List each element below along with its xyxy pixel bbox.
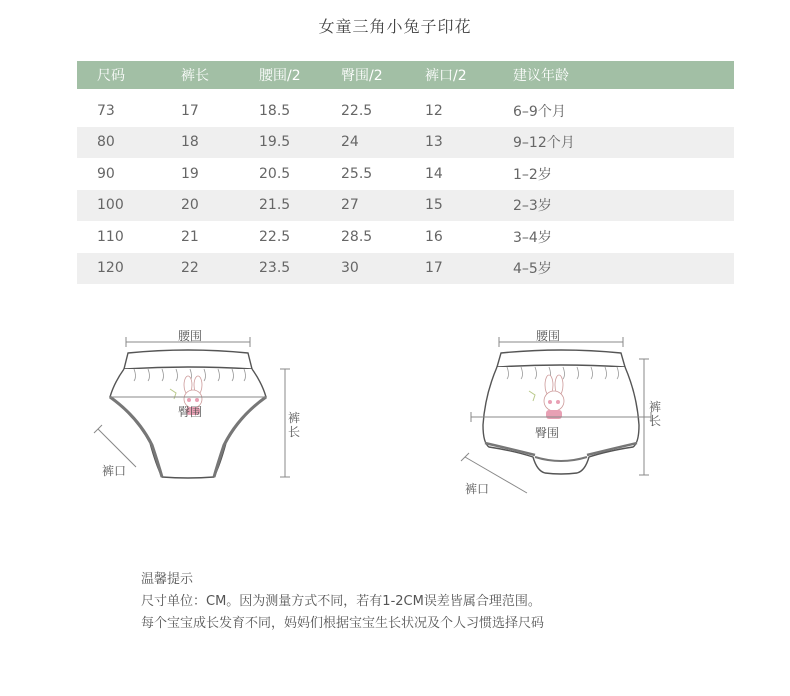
waist-label: 腰围 [178,329,203,343]
col-header-leg: 裤口/2 [425,61,513,89]
table-row [77,158,734,190]
cell-size: 110 [97,228,124,245]
cell-hip: 27 [341,190,425,222]
cell-waist: 19.5 [259,127,341,159]
cell-waist: 20.5 [259,165,291,182]
cell-length: 19 [181,165,199,182]
cell-waist: 22.5 [259,228,291,245]
cell-age: 2–3岁 [513,190,734,222]
cell-age: 4–5岁 [513,253,734,285]
boxer-illustration [455,325,670,500]
col-header-age: 建议年龄 [513,61,734,89]
cell-length: 20 [181,190,259,222]
cell-leg: 12 [425,102,443,119]
tips-line-advice: 每个宝宝成长发育不同，妈妈们根据宝宝生长状况及个人习惯选择尺码 [141,616,545,631]
table-row [77,190,734,222]
cell-hip: 25.5 [341,165,373,182]
boxer-diagram [455,325,670,500]
cell-length: 21 [181,228,199,245]
col-header-hip: 臀围/2 [341,61,425,89]
col-header-length: 裤长 [181,61,259,89]
cell-waist: 21.5 [259,190,341,222]
col-header-waist: 腰围/2 [259,61,341,89]
hip-label: 臀围 [535,426,560,440]
cell-age: 3–4岁 [513,229,552,246]
cell-hip: 28.5 [341,228,373,245]
cell-leg: 15 [425,190,513,222]
length-label-bottom: 长 [287,425,300,439]
cell-size: 80 [77,127,181,159]
cell-age: 1–2岁 [513,166,552,183]
cell-size: 73 [97,102,115,119]
cell-length: 17 [181,102,199,119]
page-title: 女童三角小兔子印花 [318,17,472,36]
cell-size: 120 [77,253,181,285]
briefs-diagram [90,325,310,485]
cell-size: 90 [97,165,115,182]
cell-age: 6–9个月 [513,103,566,120]
waist-label: 腰围 [536,329,561,343]
cell-leg: 14 [425,165,443,182]
cell-leg: 13 [425,127,513,159]
cell-waist: 23.5 [259,253,341,285]
cell-hip: 30 [341,253,425,285]
cell-length: 18 [181,127,259,159]
cell-age: 9–12个月 [513,127,734,159]
table-row [77,221,734,253]
table-header-row [77,61,734,89]
length-label-top: 裤 [287,411,300,425]
col-header-size: 尺码 [77,61,181,89]
length-label-bottom: 长 [648,414,661,428]
cell-size: 100 [77,190,181,222]
cell-hip: 22.5 [341,102,373,119]
tips-heading: 温馨提示 [141,572,194,587]
table-row [77,95,734,127]
cell-waist: 18.5 [259,102,291,119]
leg-opening-label: 裤口 [102,464,127,478]
tips-section [141,569,544,635]
tips-line-unit: 尺寸单位：CM。因为测量方式不同，若有1-2CM误差皆属合理范围。 [141,594,541,609]
table-row [77,127,734,159]
cell-hip: 24 [341,127,425,159]
cell-leg: 17 [425,253,513,285]
table-row [77,253,734,285]
cell-length: 22 [181,253,259,285]
length-label-top: 裤 [648,400,661,414]
hip-label: 臀围 [178,405,203,419]
cell-leg: 16 [425,228,443,245]
size-table [77,61,734,284]
leg-opening-label: 裤口 [465,482,490,496]
